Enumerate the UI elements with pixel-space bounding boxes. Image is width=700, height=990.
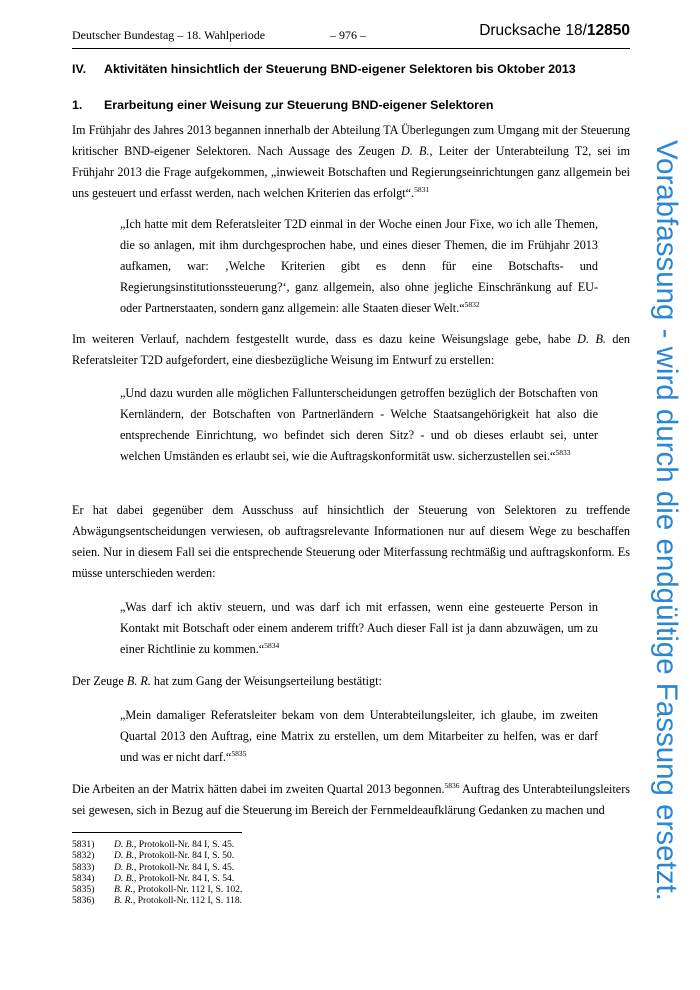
footnote-witness: D. B.	[114, 872, 134, 884]
paragraph-text: Die Arbeiten an der Matrix hätten dabei im zweiten Quartal 2013 begonnen.	[72, 782, 445, 796]
quote-2	[120, 383, 598, 467]
quote-text: „Mein damaliger Referatsleiter bekam von dem Unterabteilungsleiter, ich glaube, im zweiten Quartal 2013 den Auftrag, eine Matrix zu erstellen, um dem Mitarbeiter zu helfen, was er darf und was er nicht darf.“	[120, 708, 598, 764]
quote-text: „Ich hatte mit dem Referatsleiter T2D einmal in der Woche einen Jour Fixe, wo ich alle Themen, die so anlagen, mit ihm durchgesprochen habe, und eines dieser Themen, die im Frühjahr 2013 aufkamen, war: ‚Welche Kriterien gibt es denn für eine Botschafts- und Regierungsinstitutionssteuerung?‘, ganz allgemein, also ohne jegliche Einschränkung auf EU- oder Partnerstaaten, sondern ganz allgemein: alle Staaten dieser Welt.“	[120, 217, 598, 315]
footnote-number: 5836)	[72, 895, 95, 907]
witness-name: B. R.	[126, 674, 151, 688]
footnote-number: 5831)	[72, 839, 95, 850]
footnote-number: 5833)	[72, 861, 95, 873]
paragraph-4	[72, 671, 630, 692]
footnote-reference: , Protokoll-Nr. 84 I, S. 50.	[133, 850, 235, 862]
paragraph-text: Auftrag des Unterabteilungsleiters sei gewesen, sich in Bezug auf die Steuerung im Bereich der Fernmeldeaufklärung Gedanken zu machen und	[72, 782, 631, 817]
footnote-item	[72, 873, 242, 884]
paragraph-3	[72, 500, 630, 584]
quote-3	[120, 597, 598, 660]
header-parliament: Deutscher Bundestag – 18. Wahlperiode	[72, 28, 266, 42]
quote-4	[120, 705, 598, 768]
footnote-item	[72, 839, 242, 850]
footnote-divider	[72, 832, 242, 833]
draft-watermark	[632, 140, 692, 901]
footnote-item	[72, 895, 242, 906]
paragraph-text: den Referatsleiter T2D aufgefordert, eine diesbezügliche Weisung im Entwurf zu erstellen:	[72, 332, 630, 367]
footnote-number: 5832)	[72, 850, 95, 862]
paragraph-text: Im Frühjahr des Jahres 2013 begannen innerhalb der Abteilung TA Überlegungen zum Umgang mit der Steuerung kritischer BND-eigener Selektoren. Nach Aussage des Zeugen	[72, 123, 630, 158]
footnote-ref: 5832	[464, 300, 480, 309]
paragraph-2	[72, 329, 630, 371]
quote-text: „Und dazu wurden alle möglichen Fallunterscheidungen getroffen bezüglich der Botschaften von Kernländern, der Botschaften von Partnerländern - Welche Staatsangehörigkeit hat also die entsprechende Einrichtung, wo befindet sich deren Sitz? - und ob dieses erlaubt sei, unter welchen Umständen es erlaubt sei, wie die Auftragskonformität usw. sicherzustellen sei.“	[120, 386, 598, 463]
witness-name: D. B.	[577, 332, 606, 346]
paragraph-text: Der Zeuge	[72, 674, 127, 688]
footnote-ref: 5833	[555, 448, 571, 457]
footnote-reference: , Protokoll-Nr. 112 I, S. 102.	[132, 884, 243, 896]
subsection-title: Erarbeitung einer Weisung zur Steuerung BND-eigener Selektoren	[104, 98, 494, 112]
paragraph-text: , Leiter der Unterabteilung T2, sei im Frühjahr 2013 die Frage aufgekommen, „inwieweit Botschaften und Regierungseinrichtungen ganz allgemein bei uns gesteuert und erfasst werden, nach welchen Kriterien das erfolgt“.	[72, 144, 631, 200]
footnote-reference: , Protokoll-Nr. 84 I, S. 45.	[133, 839, 235, 850]
witness-name: D. B.	[401, 144, 430, 158]
paragraph-text: hat zum Gang der Weisungserteilung bestätigt:	[150, 674, 382, 688]
subsection-number: 1.	[72, 98, 83, 112]
section-heading-iv	[72, 62, 576, 76]
watermark-text: Vorabfassung - wird durch die endgültige Fassung ersetzt.	[650, 140, 683, 901]
footnote-witness: B. R.	[114, 895, 133, 907]
footnotes	[72, 839, 242, 907]
page-number: – 976 –	[330, 28, 366, 42]
footnote-number: 5834)	[72, 872, 95, 884]
footnote-ref: 5836	[444, 781, 460, 790]
footnote-reference: , Protokoll-Nr. 84 I, S. 54.	[133, 872, 235, 884]
quote-text: „Was darf ich aktiv steuern, und was darf ich mit erfassen, wenn eine gesteuerte Person in Kontakt mit Botschaft oder einem anderem trifft? Auch dieser Fall ist ja dann abzuwägen, um zu einer Richtlinie zu kommen.“	[120, 600, 598, 656]
footnote-item	[72, 862, 242, 873]
footnote-number: 5835)	[72, 884, 95, 896]
footnote-item	[72, 884, 242, 895]
paragraph-1	[72, 120, 630, 204]
quote-1	[120, 214, 598, 319]
paragraph-text: Er hat dabei gegenüber dem Ausschuss auf hinsichtlich der Steuerung von Selektoren zu treffende Abwägungsentscheidungen verwiesen, ob auftragsrelevante Informationen nur auf diesem Wege zu beschaffen seien. Nur in diesem Fall sei die entsprechende Steuerung oder Miterfassung rechtmäßig und auftragskonform. Es müsse unterschieden werden:	[72, 503, 630, 580]
footnote-ref: 5835	[231, 749, 247, 758]
footnote-reference: , Protokoll-Nr. 112 I, S. 118.	[132, 895, 243, 907]
footnote-reference: , Protokoll-Nr. 84 I, S. 45.	[133, 861, 235, 873]
document-number-value: 12850	[586, 22, 630, 39]
footnote-witness: D. B.	[114, 850, 134, 862]
footnote-ref: 5831	[414, 185, 430, 194]
footnote-witness: D. B.	[114, 839, 134, 850]
document-number-label: Drucksache 18/	[479, 22, 587, 39]
section-number: IV.	[72, 62, 87, 76]
footnote-ref: 5834	[264, 641, 280, 650]
page-header	[72, 22, 630, 49]
section-title: Aktivitäten hinsichtlich der Steuerung BND-eigener Selektoren bis Oktober 2013	[104, 62, 576, 76]
footnote-witness: D. B.	[114, 861, 134, 873]
subsection-heading-1	[72, 98, 493, 112]
footnote-item	[72, 850, 242, 861]
footnote-witness: B. R.	[114, 884, 133, 896]
paragraph-text: Im weiteren Verlauf, nachdem festgestellt wurde, dass es dazu keine Weisungslage gebe, habe	[72, 332, 578, 346]
paragraph-5	[72, 779, 630, 821]
document-number	[479, 22, 630, 40]
